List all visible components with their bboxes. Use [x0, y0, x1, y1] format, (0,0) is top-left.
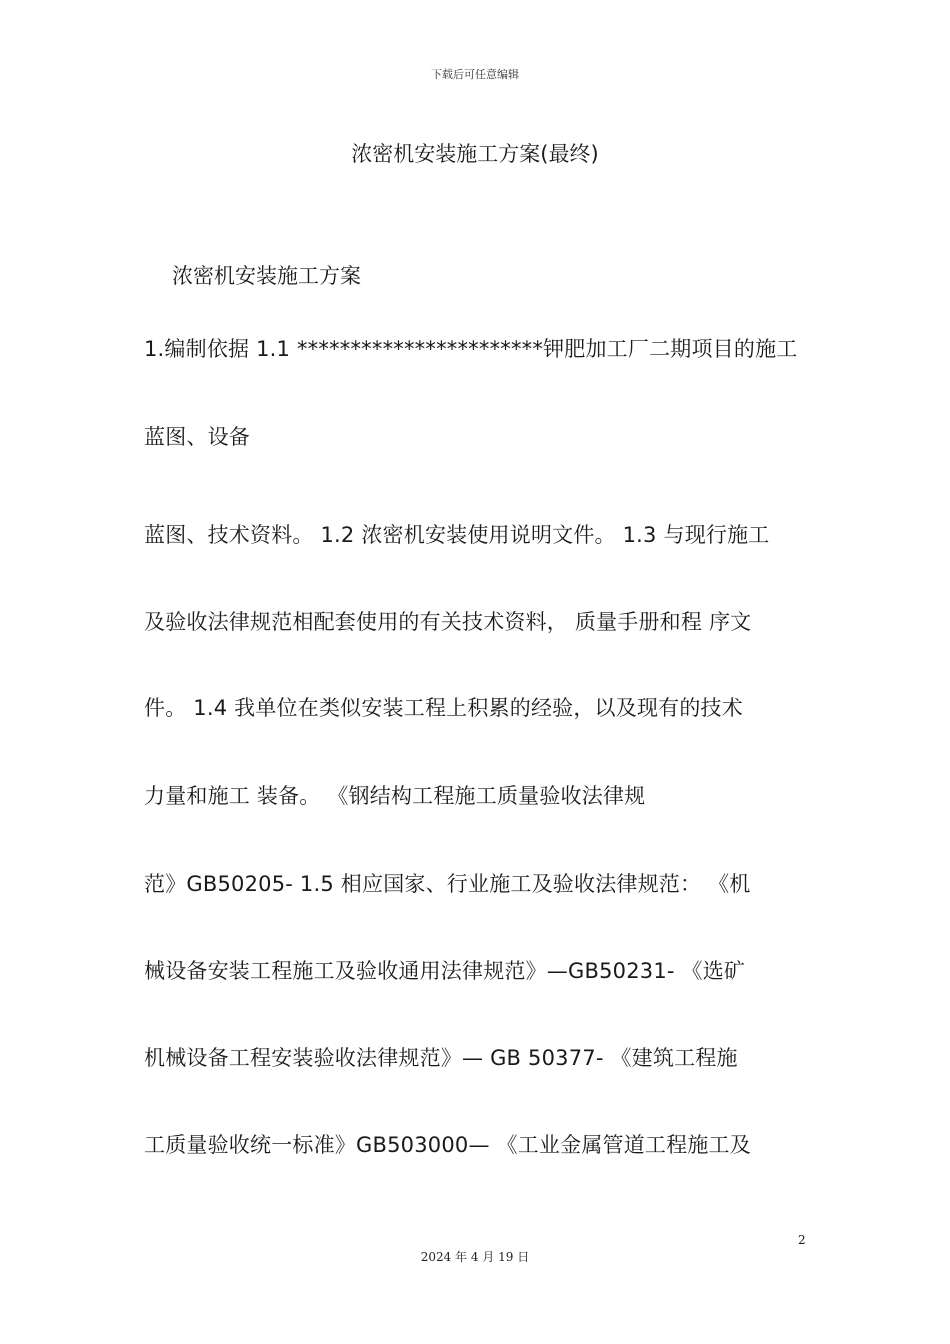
body-line: 范》GB50205- 1.5 相应国家、行业施工及验收法律规范： 《机 — [144, 872, 751, 896]
body-line: 件。 1.4 我单位在类似安装工程上积累的经验，以及现有的技术 — [144, 696, 743, 720]
section-subtitle: 浓密机安装施工方案 — [172, 264, 361, 288]
body-line: 蓝图、设备 — [144, 425, 250, 449]
body-line: 机械设备工程安装验收法律规范》— GB 50377- 《建筑工程施 — [144, 1046, 738, 1070]
body-line: 力量和施工 装备。 《钢结构工程施工质量验收法律规 — [144, 784, 646, 808]
body-line: 械设备安装工程施工及验收通用法律规范》—GB50231- 《选矿 — [144, 959, 746, 983]
body-line: 工质量验收统一标准》GB503000— 《工业金属管道工程施工及 — [144, 1133, 751, 1157]
body-line: 蓝图、技术资料。 1.2 浓密机安装使用说明文件。 1.3 与现行施工 — [144, 523, 770, 547]
body-line: 及验收法律规范相配套使用的有关技术资料， 质量手册和程 序文 — [144, 610, 752, 634]
footer-date: 2024 年 4 月 19 日 — [420, 1250, 530, 1264]
body-line: 1.编制依据 1.1 ***********************钾肥加工厂二期项目的施工 — [144, 337, 798, 361]
page-number: 2 — [798, 1233, 806, 1247]
header-note: 下载后可任意编辑 — [431, 68, 519, 81]
document-title: 浓密机安装施工方案(最终) — [351, 142, 599, 166]
